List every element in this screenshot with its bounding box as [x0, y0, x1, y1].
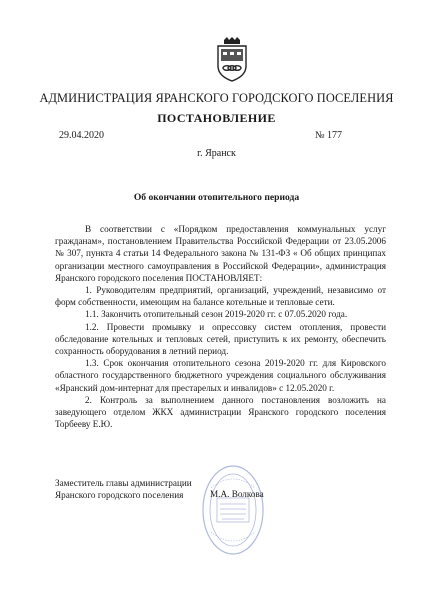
paragraph: 2. Контроль за выполнением данного постановления возложить на заведующего отделом ЖКХ администрации Яранского городского поселения Торбееву Е.Ю.	[55, 394, 386, 430]
signer-name: М.А. Волкова	[210, 489, 264, 499]
document-subject: Об окончании отопительного периода	[133, 192, 300, 203]
signature-block	[55, 477, 192, 501]
paragraph: В соответствии с «Порядком предоставления коммунальных услуг гражданам», постановлением Правительства Российской Федерации от 23.05.2006 № 307, пункта 4 статьи 14 Федерального закона № 131-ФЗ « Об общих принципах организации местного самоуправления в Российской Федерации», администрация Яранского городского поселения ПОСТАНОВЛЯЕТ:	[55, 224, 386, 283]
city: г. Яранск	[197, 148, 236, 159]
signer-position: Яранского городского поселения	[55, 490, 184, 501]
paragraph: 1.1. Закончить отопительный сезон 2019-2020 гг. с 07.05.2020 года.	[85, 309, 348, 320]
document-date: 29.04.2020	[59, 130, 104, 141]
paragraph: 1. Руководителям предприятий, организаций, учреждений, независимо от форм собственности, имеющим на балансе котельные и тепловые сети.	[55, 285, 386, 308]
document-body	[55, 223, 386, 430]
organization-title: АДМИНИСТРАЦИЯ ЯРАНСКОГО ГОРОДСКОГО ПОСЕЛЕНИЯ	[39, 91, 394, 105]
paragraph: 1.3. Срок окончания отопительного сезона 2019-2020 гг. для Кировского областного государственного бюджетного учреждения социального обслуживания «Яранский дом-интернат для престарелых и инвалидов» с 12.05.2020 г.	[55, 358, 386, 393]
document-number: № 177	[315, 130, 343, 141]
signer-position: Заместитель главы администрации	[55, 478, 192, 488]
official-seal-icon	[201, 464, 265, 556]
document-type: ПОСТАНОВЛЕНИЕ	[157, 111, 276, 125]
paragraph: 1.2. Провести промывку и опрессовку систем отопления, провести обследование котельных и тепловых сетей, приступить к их ремонту, обеспечить сохранность оборудования в летний период.	[55, 321, 386, 357]
coat-of-arms-icon	[215, 36, 249, 82]
